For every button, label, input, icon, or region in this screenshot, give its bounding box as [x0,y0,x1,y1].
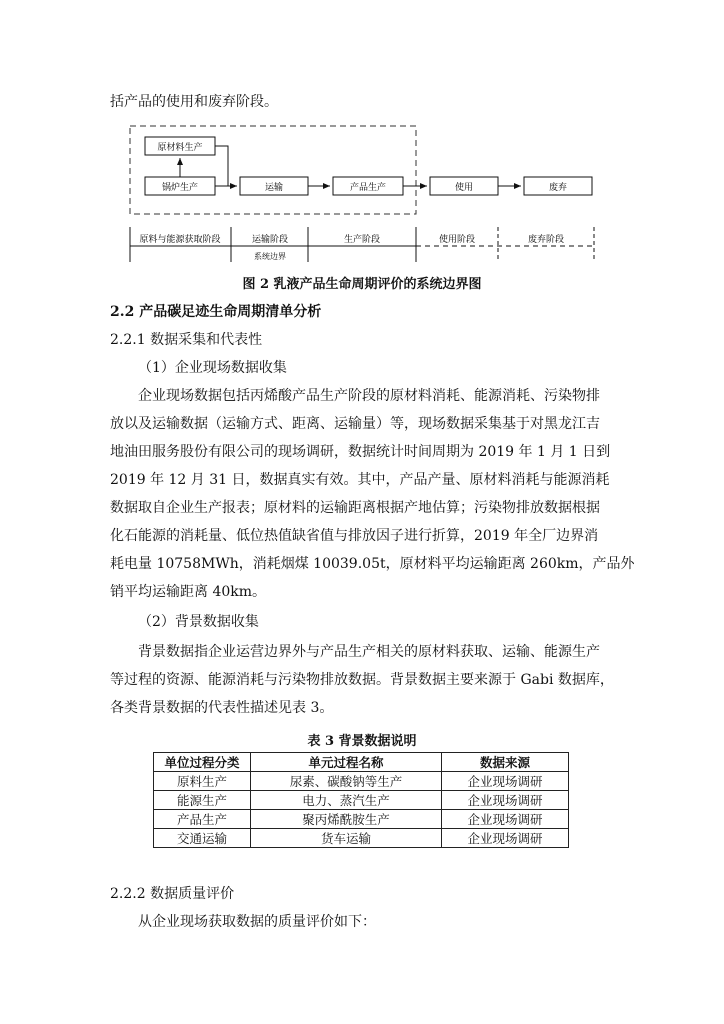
table-cell: 原料生产 [154,772,251,791]
section-2-2-heading: 2.2 产品碳足迹生命周期清单分析 [110,304,322,320]
system-boundary-diagram [0,112,724,392]
table-header: 数据来源 [442,753,569,772]
disposal-label: 废弃 [548,183,568,193]
table-header-row [154,753,569,772]
boiler-label: 锅炉生产 [161,183,199,193]
table-row [154,772,569,791]
section-2-2-2-heading: 2.2.2 数据质量评价 [110,886,235,902]
table-row [154,791,569,810]
use-label: 使用 [454,183,474,193]
table-cell: 货车运输 [251,829,442,848]
figure-caption: 图 2 乳液产品生命周期评价的系统边界图 [242,277,482,292]
subheading-1: （1）企业现场数据收集 [138,360,287,376]
table-cell: 企业现场调研 [442,772,569,791]
para3: 从企业现场获取数据的质量评价如下： [138,914,376,930]
section-2-2-1-heading: 2.2.1 数据采集和代表性 [110,332,263,348]
table-row [154,829,569,848]
para2-line: 各类背景数据的代表性描述见表 3。 [110,700,334,716]
table-cell: 企业现场调研 [442,829,569,848]
table-cell: 尿素、碳酸钠等生产 [251,772,442,791]
stage-3-label: 生产阶段 [343,235,381,245]
para1-line: 2019 年 12 月 31 日，数据真实有效。其中，产品产量、原材料消耗与能源消耗 [110,472,610,488]
para1-line: 企业现场数据包括丙烯酸产品生产阶段的原材料消耗、能源消耗、污染物排 [138,388,600,404]
table-row [154,810,569,829]
table3 [153,752,569,848]
table-cell: 产品生产 [154,810,251,829]
para1-line: 放以及运输数据（运输方式、距离、运输量）等，现场数据采集基于对黑龙江吉 [110,416,600,432]
para2-line: 背景数据指企业运营边界外与产品生产相关的原材料获取、运输、能源生产 [138,644,600,660]
raw-material-label: 原材料生产 [157,143,203,153]
para2-line: 等过程的资源、能源消耗与污染物排放数据。背景数据主要来源于 Gabi 数据库， [110,672,614,688]
table3-caption: 表 3 背景数据说明 [307,734,417,749]
table-cell: 电力、蒸汽生产 [251,791,442,810]
table-cell: 交通运输 [154,829,251,848]
table-cell: 企业现场调研 [442,810,569,829]
transport-label: 运输 [264,183,284,193]
para1-line: 地油田服务股份有限公司的现场调研，数据统计时间周期为 2019 年 1 月 1 日到 [110,444,611,460]
table-cell: 企业现场调研 [442,791,569,810]
boundary-sublabel: 系统边界 [254,252,286,261]
stage-4-label: 使用阶段 [438,235,476,245]
stage-2-label: 运输阶段 [251,235,289,245]
stage-1-label: 原料与能源获取阶段 [139,235,221,245]
stage-5-label: 废弃阶段 [527,235,565,245]
table-cell: 聚丙烯酰胺生产 [251,810,442,829]
arrow-raw-transport [215,146,237,186]
para1-line: 耗电量 10758MWh，消耗烟煤 10039.05t，原材料平均运输距离 260km，产品外 [110,556,635,572]
para1-line: 销平均运输距离 40km。 [110,584,267,600]
table-header: 单元过程名称 [251,753,442,772]
para1-line: 数据取自企业生产报表；原材料的运输距离根据产地估算；污染物排放数据根据 [110,500,600,516]
para1-line: 化石能源的消耗量、低位热值缺省值与排放因子进行折算，2019 年全厂边界消 [110,528,599,544]
table-header: 单位过程分类 [154,753,251,772]
intro-line: 括产品的使用和废弃阶段。 [110,94,278,110]
production-label: 产品生产 [349,183,387,193]
subheading-2: （2）背景数据收集 [138,614,259,630]
table-cell: 能源生产 [154,791,251,810]
